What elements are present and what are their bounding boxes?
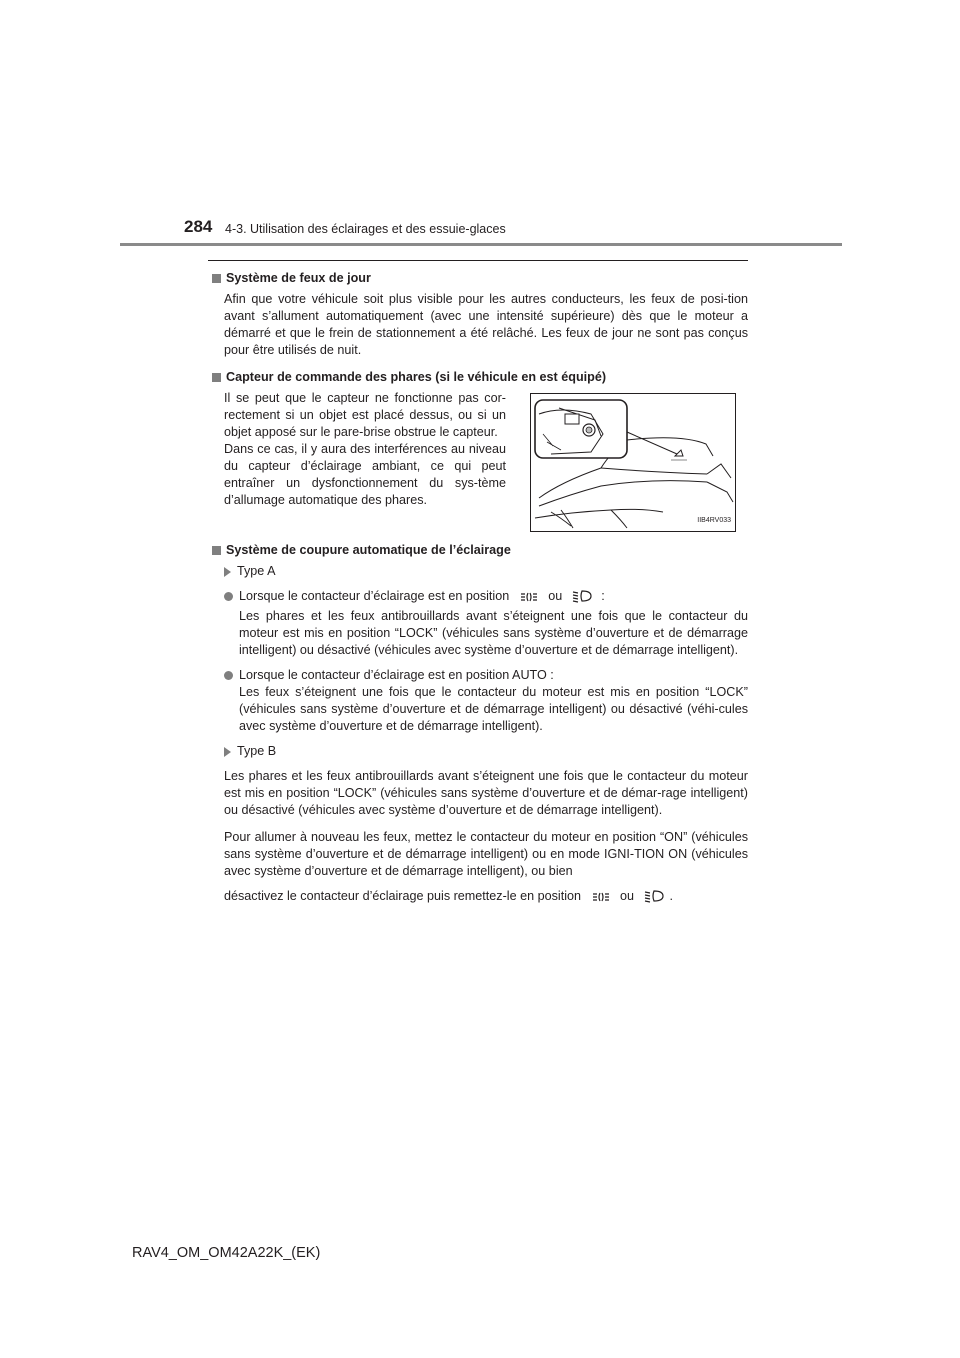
type-b-body: Les phares et les feux antibrouillards avant s’éteignent une fois que le contacteur du moteur est mis en position “LOCK” (véhicules sans système d’ouverture et de démar-rage intelligent) ou désactivé (véhicules avec système d’ouverture et de démarrage intelligent). bbox=[224, 769, 748, 817]
square-bullet-icon bbox=[212, 373, 221, 382]
triangle-arrow-icon bbox=[224, 567, 231, 577]
document-code: RAV4_OM_OM42A22K_(EK) bbox=[132, 1245, 321, 1261]
tail-light-icon bbox=[591, 891, 611, 908]
bullet-body: Les phares et les feux antibrouillards avant s’éteignent une fois que le contacteur du moteur est mis en position “LOCK” (véhicules sans système d’ouverture et de démarrage intelligent) ou désactivé (véhicules avec système d’ouverture et de démarrage intelligent). bbox=[239, 609, 748, 657]
sensor-illustration bbox=[530, 393, 736, 532]
content-divider bbox=[208, 260, 748, 261]
triangle-arrow-icon bbox=[224, 747, 231, 757]
type-b-label: Type B bbox=[224, 743, 748, 760]
round-bullet-icon bbox=[224, 592, 233, 601]
tail-light-icon bbox=[519, 591, 539, 608]
round-bullet-icon bbox=[224, 671, 233, 680]
figure-code: IIB4RV033 bbox=[697, 517, 731, 524]
header-divider bbox=[120, 243, 842, 246]
section-title: 4-3. Utilisation des éclairages et des essuie-glaces bbox=[225, 222, 506, 236]
bullet-intro: Lorsque le contacteur d’éclairage est en position ou : bbox=[239, 588, 748, 608]
sensor-body: Il se peut que le capteur ne fonctionne pas cor-rectement si un objet est placé dessus, ou si un objet apposé sur le pare-brise obstrue le capteur. Dans ce cas, il y aura des interférences au niveau du capteur d’éclairage ambiant, ce qui peut entraîner un dysfonctionnement du sys-tème d’allumage automatique des phares. bbox=[224, 391, 506, 507]
sensor-heading: Capteur de commande des phares (si le véhicule en est équipé) bbox=[208, 369, 748, 386]
list-item bbox=[224, 667, 748, 735]
daytime-heading: Système de feux de jour bbox=[208, 270, 748, 287]
type-a-label: Type A bbox=[224, 563, 748, 580]
page-number: 284 bbox=[184, 217, 213, 236]
windshield-sensor-drawing bbox=[531, 394, 735, 531]
low-beam-headlight-icon bbox=[572, 589, 592, 608]
bullet-intro: Lorsque le contacteur d’éclairage est en position AUTO : bbox=[239, 668, 554, 682]
daytime-body: Afin que votre véhicule soit plus visible pour les autres conducteurs, les feux de posi-tion avant s’allument automatiquement (avec une intensité supérieure) dès que le moteur a démarré et que le frein de stationnement a été relâché. Les feux de jour ne sont pas conçus pour être utilisés de nuit. bbox=[224, 292, 748, 357]
auto-off-heading: Système de coupure automatique de l’éclairage bbox=[208, 542, 748, 559]
square-bullet-icon bbox=[212, 274, 221, 283]
list-item bbox=[224, 588, 748, 659]
sensor-block bbox=[208, 390, 748, 532]
reactivate-end: désactivez le contacteur d’éclairage puis remettez-le en position ou . bbox=[224, 888, 748, 908]
reactivate-body: Pour allumer à nouveau les feux, mettez le contacteur du moteur en position “ON” (véhicules sans système d’ouverture et de démarrage intelligent) ou en mode IGNI-TION ON (véhicules avec système d’ouverture et de démarrage intelligent), ou bien bbox=[224, 830, 748, 878]
bullet-body: Les feux s’éteignent une fois que le contacteur du moteur est mis en position “LOCK” (véhicules sans système d’ouverture et de démarrage intelligent) ou désactivé (véhi-cules avec système d’ouverture et de démarrage intelligent). bbox=[239, 685, 748, 733]
square-bullet-icon bbox=[212, 546, 221, 555]
main-content bbox=[208, 270, 748, 918]
low-beam-headlight-icon bbox=[644, 889, 664, 908]
